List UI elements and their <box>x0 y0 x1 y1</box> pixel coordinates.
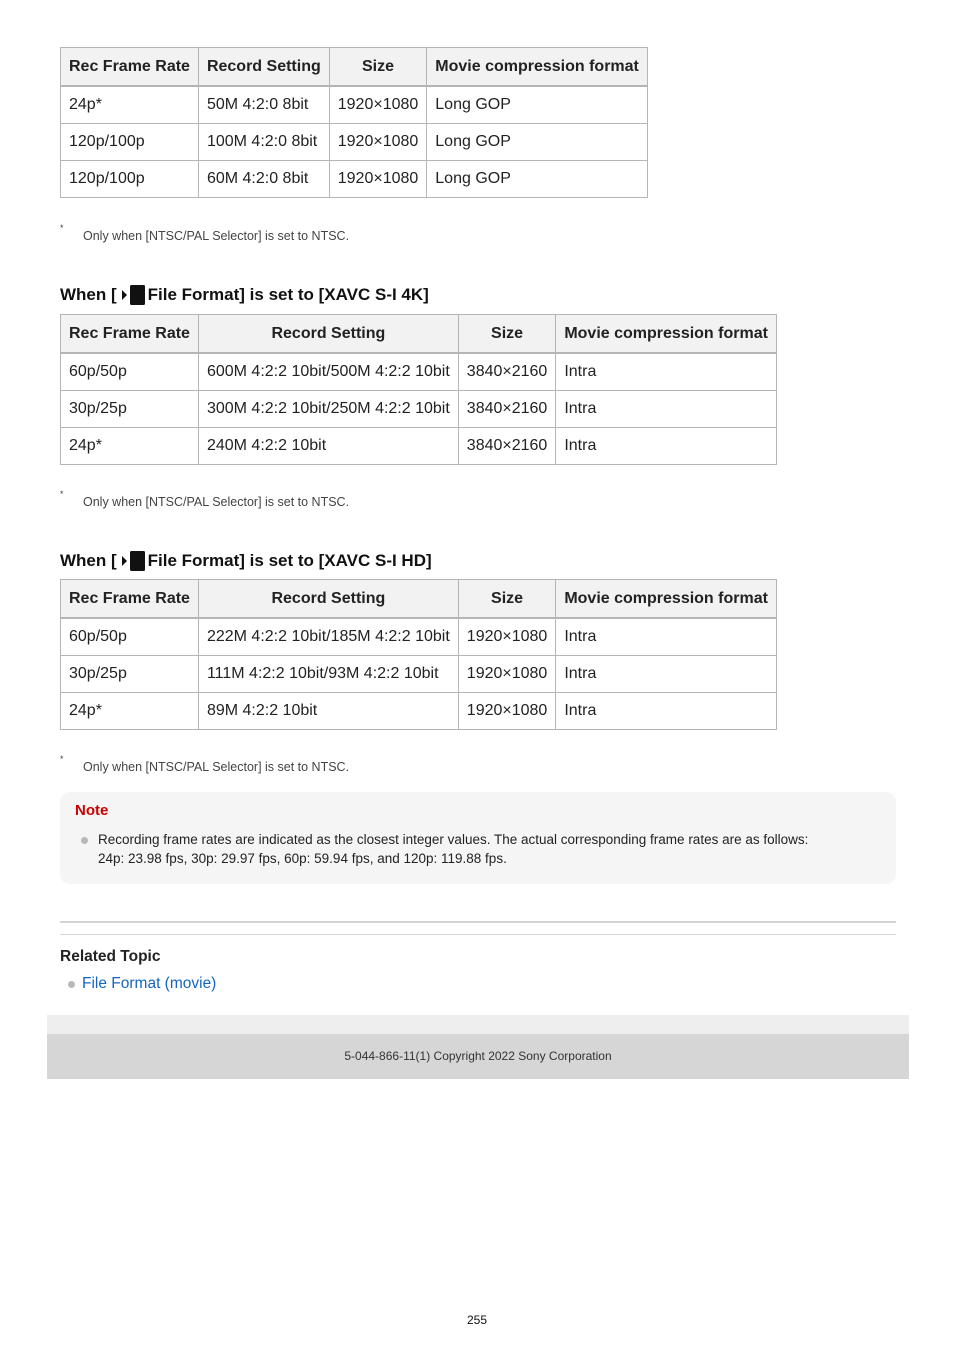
table-row <box>61 618 777 656</box>
table-cell: 222M 4:2:2 10bit/185M 4:2:2 10bit <box>198 618 458 656</box>
footnote-text: Only when [NTSC/PAL Selector] is set to NTSC. <box>83 229 350 243</box>
table-cell: 300M 4:2:2 10bit/250M 4:2:2 10bit <box>198 391 458 428</box>
heading-prefix: When [ <box>60 285 117 304</box>
table-header-row <box>61 580 777 619</box>
table-header-row <box>61 48 648 87</box>
footnote-mark: * <box>60 754 64 764</box>
table-cell: Intra <box>556 618 777 656</box>
table-header-row <box>61 315 777 354</box>
table-cell: Intra <box>556 656 777 693</box>
heading-suffix: File Format] is set to [XAVC S-I 4K] <box>147 285 429 304</box>
table-cell: Long GOP <box>427 161 648 198</box>
table-cell: 1920×1080 <box>458 693 556 730</box>
table-row <box>61 656 777 693</box>
table-row <box>61 693 777 730</box>
footnote-mark: * <box>60 489 64 499</box>
note-text-line: Recording frame rates are indicated as the closest integer values. The actual corresponding frame rates are as follows: <box>98 832 809 847</box>
table-row <box>61 428 777 465</box>
bullet-icon <box>81 837 88 844</box>
table-cell: 30p/25p <box>61 656 199 693</box>
table-cell: 111M 4:2:2 10bit/93M 4:2:2 10bit <box>198 656 458 693</box>
table-row <box>61 124 648 161</box>
table-cell: 1920×1080 <box>329 161 427 198</box>
footnote-1 <box>60 223 460 243</box>
table-cell: Long GOP <box>427 86 648 124</box>
table-row <box>61 353 777 391</box>
table-header-cell: Size <box>458 580 556 619</box>
table-header-cell: Rec Frame Rate <box>61 48 199 87</box>
note-title: Note <box>75 802 109 819</box>
page-number: 255 <box>466 1313 488 1327</box>
table-cell: 50M 4:2:0 8bit <box>198 86 329 124</box>
related-topic-title: Related Topic <box>60 948 161 965</box>
heading-prefix: When [ <box>60 551 117 570</box>
footnote-2 <box>60 489 460 509</box>
table-header-cell: Movie compression format <box>427 48 648 87</box>
note-text <box>98 830 858 868</box>
frame-rate-table-4k <box>60 314 777 465</box>
table-row <box>61 86 648 124</box>
bullet-icon <box>68 981 75 988</box>
table-header-cell: Rec Frame Rate <box>61 315 199 354</box>
table-cell: Intra <box>556 353 777 391</box>
table-cell: 240M 4:2:2 10bit <box>198 428 458 465</box>
section-heading-hd <box>60 550 432 572</box>
table-cell: 1920×1080 <box>458 618 556 656</box>
table-cell: 60p/50p <box>61 618 199 656</box>
table-header-cell: Movie compression format <box>556 580 777 619</box>
table-cell: 24p* <box>61 428 199 465</box>
footnote-text: Only when [NTSC/PAL Selector] is set to NTSC. <box>83 495 350 509</box>
table-row <box>61 161 648 198</box>
frame-rate-table-hd <box>60 579 777 730</box>
table-header-cell: Record Setting <box>198 580 458 619</box>
table-cell: 24p* <box>61 86 199 124</box>
table-header-cell: Movie compression format <box>556 315 777 354</box>
table-cell: 24p* <box>61 693 199 730</box>
copyright-text: 5-044-866-11(1) Copyright 2022 Sony Corporation <box>344 1049 612 1063</box>
related-link-file-format[interactable]: File Format (movie) <box>82 975 217 992</box>
table-cell: 30p/25p <box>61 391 199 428</box>
table-cell: 120p/100p <box>61 161 199 198</box>
table-cell: 3840×2160 <box>458 428 556 465</box>
table-cell: 89M 4:2:2 10bit <box>198 693 458 730</box>
footer <box>47 1034 909 1079</box>
movie-icon <box>121 550 146 572</box>
table-cell: 1920×1080 <box>329 86 427 124</box>
table-cell: Intra <box>556 391 777 428</box>
table-header-cell: Record Setting <box>198 48 329 87</box>
footnote-text: Only when [NTSC/PAL Selector] is set to NTSC. <box>83 760 350 774</box>
table-header-cell: Size <box>329 48 427 87</box>
table-cell: 600M 4:2:2 10bit/500M 4:2:2 10bit <box>198 353 458 391</box>
note-box <box>60 792 896 884</box>
heading-suffix: File Format] is set to [XAVC S-I HD] <box>147 551 432 570</box>
divider <box>60 934 896 935</box>
table-cell: 1920×1080 <box>458 656 556 693</box>
table-cell: Long GOP <box>427 124 648 161</box>
table-row <box>61 391 777 428</box>
frame-rate-table-1 <box>60 47 648 198</box>
section-heading-4k <box>60 284 429 306</box>
table-cell: 120p/100p <box>61 124 199 161</box>
table-header-cell: Size <box>458 315 556 354</box>
table-cell: 100M 4:2:0 8bit <box>198 124 329 161</box>
divider <box>60 921 896 923</box>
footer-band <box>47 1015 909 1034</box>
table-header-cell: Rec Frame Rate <box>61 580 199 619</box>
table-cell: 3840×2160 <box>458 353 556 391</box>
table-cell: 60p/50p <box>61 353 199 391</box>
table-cell: 1920×1080 <box>329 124 427 161</box>
movie-icon <box>121 284 146 306</box>
note-text-line: 24p: 23.98 fps, 30p: 29.97 fps, 60p: 59.94 fps, and 120p: 119.88 fps. <box>98 851 507 866</box>
table-cell: 3840×2160 <box>458 391 556 428</box>
footnote-3 <box>60 754 460 774</box>
table-cell: Intra <box>556 428 777 465</box>
table-header-cell: Record Setting <box>198 315 458 354</box>
table-cell: Intra <box>556 693 777 730</box>
table-cell: 60M 4:2:0 8bit <box>198 161 329 198</box>
footnote-mark: * <box>60 223 64 233</box>
